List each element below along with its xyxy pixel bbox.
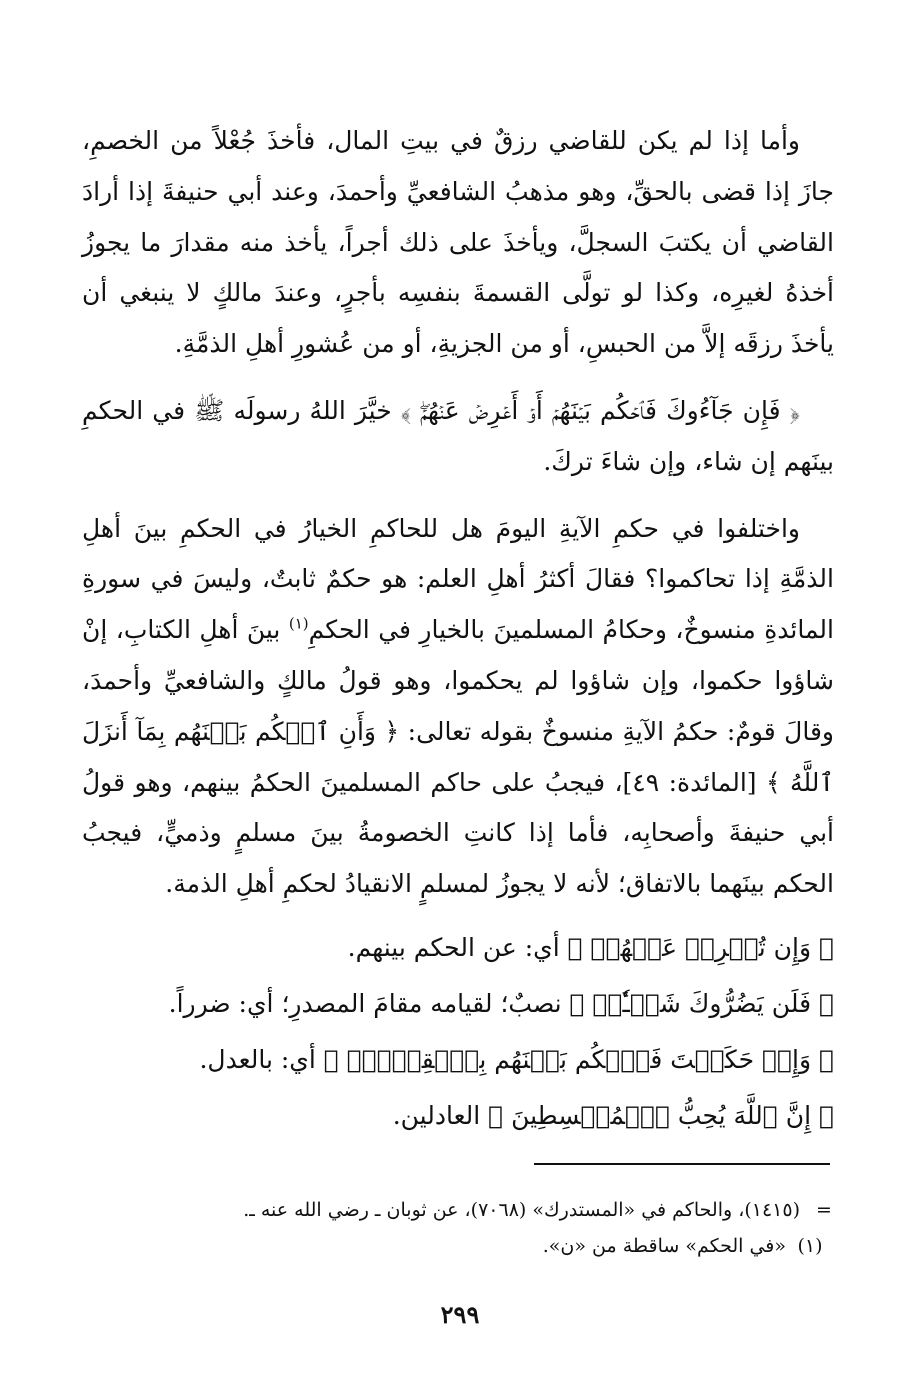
paragraph-disagreement-part-1: واختلفوا في حكمِ الآيةِ اليومَ هل للحاكمِ الخيارُ في الحكمِ بينَ أهلِ الذمَّةِ إذا تحاكموا؟ فقالَ أكثرُ أهلِ العلم: هو حكمٌ ثابتٌ، وليسَ في سورةِ المائدةِ منسوخٌ، وحكامُ المسلمينَ بالخيارِ في الحكمِ (82, 513, 834, 645)
footnote-1 (82, 1228, 834, 1264)
paragraph-verse-choice: ﴿ فَإِن جَآءُوكَ فَٱحۡكُم بَيۡنَهُمۡ أَوۡ أَعۡرِضۡ عَنۡهُمۡۖ ﴾ خيَّرَ اللهُ رسولَه ﷺ في الحكمِ بينَهم إن شاء، وإن شاءَ تركَ. (82, 395, 834, 476)
paragraph-disagreement (82, 504, 834, 910)
footnote-reference: (١) (288, 614, 309, 633)
verse-line-no-harm: ﴿ فَلَن يَضُرُّوكَ شَيۡـٔٗاۖ ﴾ نصبٌ؛ لقيامه مقامَ المصدرِ؛ أي: ضرراً. (168, 988, 834, 1018)
footnote-text: «في الحكم» ساقطة من «ن». (542, 1235, 786, 1257)
paragraph-judge-salary: وأما إذا لم يكن للقاضي رزقٌ في بيتِ المال، فأخذَ جُعْلاً من الخصمِ، جازَ إذا قضى بالحقِّ، وهو مذهبُ الشافعيِّ وأحمدَ، وعند أبي حنيفةَ إذا أرادَ القاضي أن يكتبَ السجلَّ، ويأخذَ على ذلك أجراً، يأخذ منه مقدارَ ما يجوزُ أخذهُ لغيرِه، وكذا لو تولَّى القسمةَ بنفسِه بأجرٍ، وعندَ مالكٍ لا ينبغي أن يأخذَ رزقَه إلاَّ من الحبسِ، أو من الجزيةِ، أو من عُشورِ أهلِ الذمَّةِ. (82, 126, 834, 359)
footnotes (82, 1192, 834, 1264)
footnote-separator (534, 1163, 830, 1165)
verse-line-judge-justly: ﴿ وَإِنۡ حَكَمۡتَ فَٱحۡكُم بَيۡنَهُم بِٱلۡقِسۡطِۚ ﴾ أي: بالعدل. (199, 1044, 834, 1074)
footnote-mark: = (816, 1199, 832, 1221)
verse-line-turn-away: ﴿ وَإِن تُعۡرِضۡ عَنۡهُمۡ ﴾ أي: عن الحكم بينهم. (347, 932, 834, 962)
footnote-continuation (82, 1192, 834, 1228)
paragraph-disagreement-part-2: بينَ أهلِ الكتابِ، إنْ شاؤوا حكموا، وإن شاؤوا لم يحكموا، وهو قولُ مالكٍ والشافعيِّ وأحمدَ، وقالَ قومٌ: حكمُ الآيةِ منسوخٌ بقوله تعالى: ﴿ وَأَنِ ٱحۡكُم بَيۡنَهُم بِمَآ أَنزَلَ ٱللَّهُ ﴾ [المائدة: ٤٩]، فيجبُ على حاكم المسلمينَ الحكمُ بينهم، وهو قولُ أبي حنيفةَ وأصحابِه، فأما إذا كانتِ الخصومةُ بينَ مسلمٍ وذميٍّ، فيجبُ الحكم بينَهما بالاتفاق؛ لأنه لا يجوزُ لمسلمٍ الانقيادُ لحكمِ أهلِ الذمة. (82, 615, 834, 899)
verse-line-loves-just: ﴿ إِنَّ ٱللَّهَ يُحِبُّ ٱلۡمُقۡسِطِينَ ﴾ العادلين. (392, 1100, 834, 1130)
footnote-mark: (١) (797, 1235, 823, 1257)
footnote-text: (١٤١٥)، والحاكم في «المستدرك» (٧٠٦٨)، عن ثوبان ـ رضي الله عنه ـ. (243, 1199, 800, 1221)
main-text (82, 116, 834, 1140)
page-number: ٢٩٩ (440, 1300, 480, 1329)
